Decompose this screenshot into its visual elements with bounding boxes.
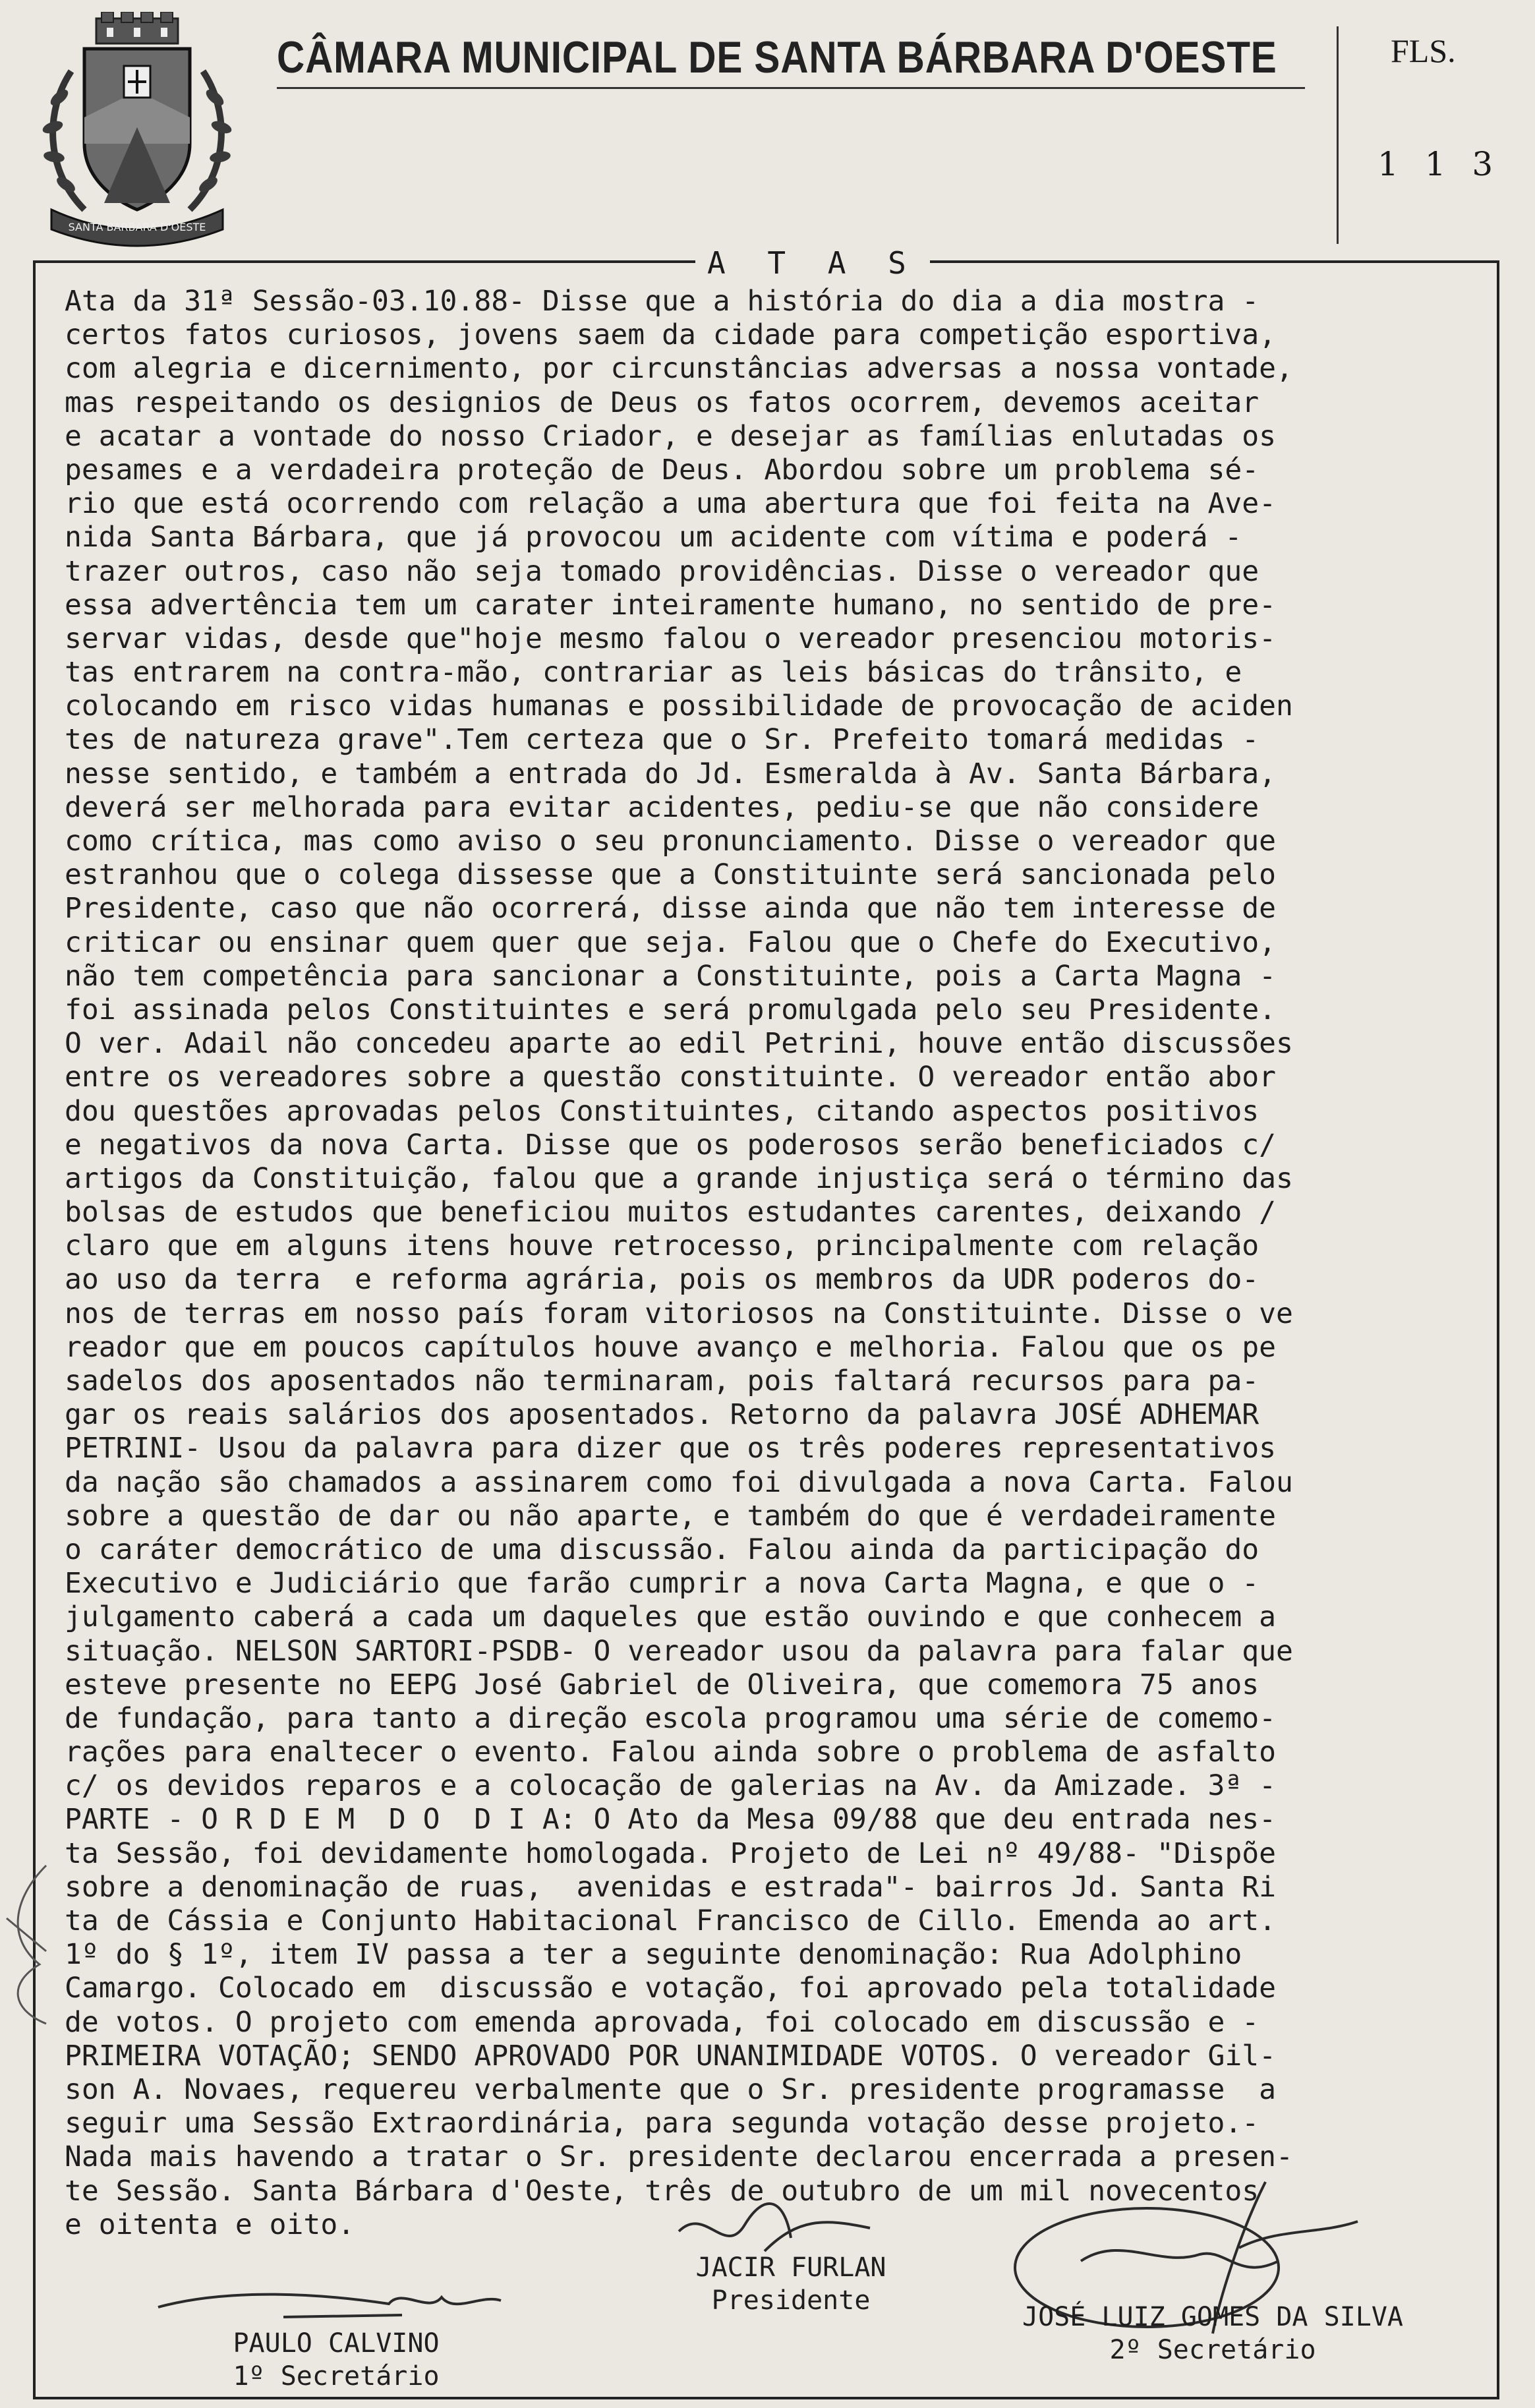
minutes-line: e oitenta e oito. — [65, 2208, 355, 2241]
president-signature-block — [652, 2251, 929, 2317]
minutes-line: foi assinada pelos Constituintes e será promulgada pelo seu Presidente. — [65, 993, 1277, 1026]
minutes-line: como crítica, mas como aviso o seu pronunciamento. Disse o vereador que — [65, 825, 1277, 858]
minutes-line: PARTE - O R D E M D O D I A: O Ato da Mesa 09/88 que deu entrada nes- — [65, 1803, 1277, 1836]
minutes-line: criticar ou ensinar quem quer que seja. Falou que o Chefe do Executivo, — [65, 925, 1277, 959]
minutes-line: Ata da 31ª Sessão-03.10.88- Disse que a história do dia a dia mostra - — [65, 285, 1260, 318]
minutes-line: tas entrarem na contra-mão, contrariar as leis básicas do trânsito, e — [65, 656, 1242, 690]
minutes-line: deverá ser melhorada para evitar acidentes, pediu-se que não considere — [65, 790, 1260, 824]
minutes-line: nida Santa Bárbara, que já provocou um acidente com vítima e poderá - — [65, 521, 1242, 554]
first-secretary-signature-block — [191, 2327, 481, 2393]
minutes-line: son A. Novaes, requereu verbalmente que o Sr. presidente programasse a — [65, 2072, 1277, 2106]
president-name: JACIR FURLAN — [695, 2252, 886, 2283]
minutes-line: com alegria e dicernimento, por circunstâncias adversas a nossa vontade, — [65, 352, 1293, 386]
minutes-line: rio que está ocorrendo com relação a uma abertura que foi feita na Ave- — [65, 487, 1277, 521]
president-role: Presidente — [711, 2285, 871, 2316]
minutes-line: tes de natureza grave".Tem certeza que o Sr. Prefeito tomará medidas - — [65, 723, 1260, 757]
second-secretary-signature-block — [962, 2301, 1463, 2366]
minutes-line: o caráter democrático de uma discussão. Falou ainda da participação do — [65, 1533, 1260, 1566]
minutes-line: situação. NELSON SARTORI-PSDB- O vereador usou da palavra para falar que — [65, 1634, 1293, 1668]
minutes-line: O ver. Adail não concedeu aparte ao edil Petrini, houve então discussões — [65, 1027, 1293, 1061]
minutes-line: ao uso da terra e reforma agrária, pois os membros da UDR poderos do- — [65, 1263, 1260, 1297]
minutes-body — [65, 285, 1500, 2242]
minutes-line: Camargo. Colocado em discussão e votação, foi aprovado pela totalidade — [65, 1972, 1277, 2005]
page-number: 1 1 3 — [1377, 145, 1501, 183]
minutes-line: Executivo e Judiciário que farão cumprir a nova Carta Magna, e que o - — [65, 1567, 1260, 1600]
minutes-line: te Sessão. Santa Bárbara d'Oeste, três de outubro de um mil novecentos — [65, 2174, 1260, 2208]
second-secretary-name: JOSÉ LUIZ GOMES DA SILVA — [1022, 2302, 1403, 2332]
minutes-line: nos de terras em nosso país foram vitoriosos na Constituinte. Disse o ve — [65, 1297, 1293, 1330]
minutes-line: essa advertência tem um carater inteiramente humano, no sentido de pre- — [65, 588, 1277, 622]
minutes-line: c/ os devidos reparos e a colocação de galerias na Av. da Amizade. 3ª - — [65, 1769, 1277, 1803]
minutes-line: trazer outros, caso não seja tomado providências. Disse o vereador que — [65, 554, 1260, 588]
minutes-line: gar os reais salários dos aposentados. Retorno da palavra JOSÉ ADHEMAR — [65, 1398, 1260, 1432]
margin-stamp-mark — [0, 1859, 53, 2030]
minutes-line: ta Sessão, foi devidamente homologada. Projeto de Lei nº 49/88- "Dispõe — [65, 1836, 1277, 1870]
minutes-line: PRIMEIRA VOTAÇÃO; SENDO APROVADO POR UNANIMIDADE VOTOS. O vereador Gil- — [65, 2039, 1277, 2072]
minutes-line: não tem competência para sancionar a Constituinte, pois a Carta Magna - — [65, 959, 1277, 993]
minutes-line: e acatar a vontade do nosso Criador, e desejar as famílias enlutadas os — [65, 419, 1277, 453]
municipal-crest-icon — [25, 12, 249, 249]
minutes-line: de votos. O projeto com emenda aprovada, foi colocado em discussão e - — [65, 2005, 1260, 2039]
header-title: CÂMARA MUNICIPAL DE SANTA BÁRBARA D'OESTE — [277, 32, 1277, 82]
minutes-line: de fundação, para tanto a direção escola programou uma série de comemo- — [65, 1701, 1277, 1735]
crest-ribbon-text: SANTA BARBARA D'OESTE — [68, 221, 206, 233]
minutes-line: da nação são chamados a assinarem como foi divulgada a nova Carta. Falou — [65, 1465, 1293, 1499]
minutes-line: sadelos dos aposentados não terminaram, pois faltará recursos para pa- — [65, 1365, 1260, 1397]
minutes-line: reador que em poucos capítulos houve avanço e melhoria. Falou que os pe — [65, 1330, 1277, 1364]
minutes-line: estranhou que o colega dissesse que a Constituinte será sancionada pelo — [65, 858, 1277, 892]
header-divider — [1337, 26, 1339, 244]
minutes-line: PETRINI- Usou da palavra para dizer que os três poderes representativos — [65, 1432, 1277, 1465]
minutes-line: colocando em risco vidas humanas e possibilidade de provocação de aciden — [65, 690, 1293, 723]
minutes-line: servar vidas, desde que"hoje mesmo falou o vereador presenciou motoris- — [65, 622, 1277, 655]
first-secretary-name: PAULO CALVINO — [233, 2328, 440, 2359]
minutes-line: 1º do § 1º, item IV passa a ter a seguinte denominação: Rua Adolphino — [65, 1938, 1242, 1972]
minutes-line: certos fatos curiosos, jovens saem da cidade para competição esportiva, — [65, 318, 1277, 352]
minutes-line: julgamento caberá a cada um daqueles que estão ouvindo e que conhecem a — [65, 1600, 1277, 1634]
minutes-line: rações para enaltecer o evento. Falou ainda sobre o problema de asfalto — [65, 1736, 1277, 1769]
header-underline — [277, 87, 1305, 89]
minutes-line: sobre a questão de dar ou não aparte, e também do que é verdadeiramente — [65, 1499, 1277, 1533]
minutes-line: ta de Cássia e Conjunto Habitacional Francisco de Cillo. Emenda ao art. — [65, 1904, 1277, 1937]
minutes-line: pesames e a verdadeira proteção de Deus. Abordou sobre um problema sé- — [65, 453, 1260, 486]
minutes-line: e negativos da nova Carta. Disse que os poderosos serão beneficiados c/ — [65, 1128, 1277, 1161]
minutes-line: bolsas de estudos que beneficiou muitos estudantes carentes, deixando / — [65, 1196, 1277, 1229]
minutes-line: mas respeitando os designios de Deus os fatos ocorrem, devemos aceitar — [65, 386, 1260, 419]
minutes-line: claro que em alguns itens houve retrocesso, principalmente com relação — [65, 1229, 1260, 1263]
minutes-line: entre os vereadores sobre a questão constituinte. O vereador então abor — [65, 1061, 1277, 1094]
minutes-line: esteve presente no EEPG José Gabriel de Oliveira, que comemora 75 anos — [65, 1668, 1260, 1701]
minutes-line: Nada mais havendo a tratar o Sr. presidente declarou encerrada a presen- — [65, 2140, 1293, 2174]
first-secretary-role: 1º Secretário — [233, 2361, 440, 2392]
minutes-line: dou questões aprovadas pelos Constituintes, citando aspectos positivos — [65, 1094, 1260, 1128]
section-title: A T A S — [695, 245, 930, 281]
second-secretary-role: 2º Secretário — [1109, 2335, 1316, 2365]
minutes-line: nesse sentido, e também a entrada do Jd. Esmeralda à Av. Santa Bárbara, — [65, 757, 1277, 790]
minutes-line: artigos da Constituição, falou que a grande injustiça será o término das — [65, 1161, 1293, 1195]
minutes-line: seguir uma Sessão Extraordinária, para segunda votação desse projeto.- — [65, 2107, 1260, 2140]
minutes-line: Presidente, caso que não ocorrerá, disse ainda que não tem interesse de — [65, 892, 1277, 925]
fls-label: FLS. — [1391, 32, 1456, 69]
minutes-line: sobre a denominação de ruas, avenidas e estrada"- bairros Jd. Santa Ri — [65, 1870, 1277, 1904]
